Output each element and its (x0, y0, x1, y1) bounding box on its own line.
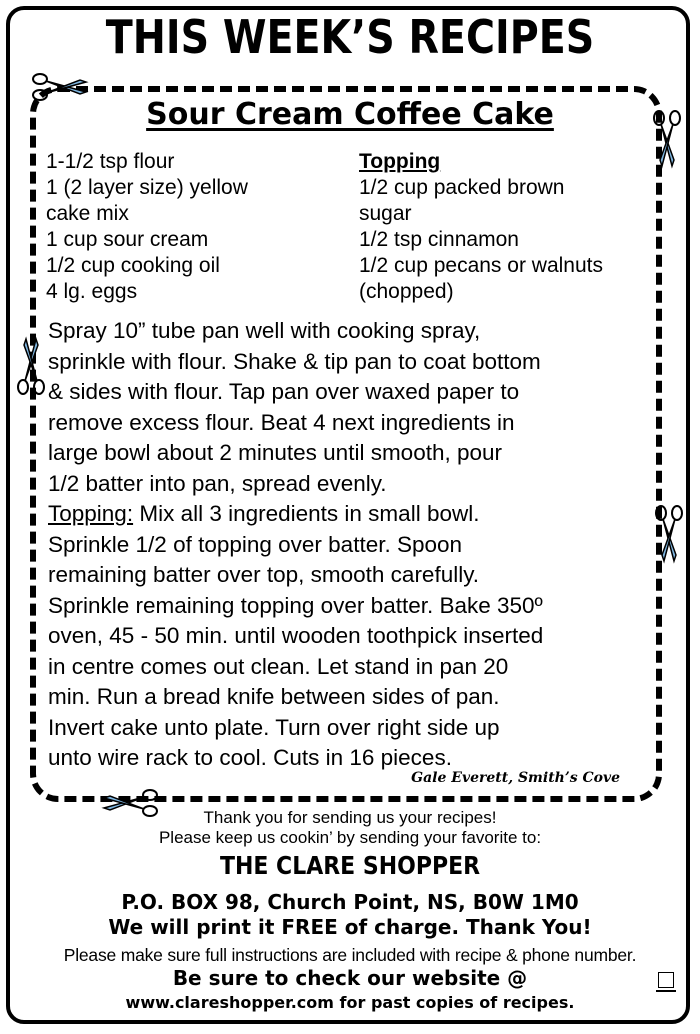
instruction-line: oven, 45 - 50 min. until wooden toothpick inserted (48, 623, 544, 648)
topping-line: 1/2 tsp cinnamon (359, 228, 519, 251)
website-line-1: Be sure to check our website @ (172, 966, 528, 990)
scissors-icon (652, 505, 686, 565)
topping-heading: Topping (359, 150, 441, 173)
topping-line: (chopped) (359, 280, 454, 303)
ingredient-line: cake mix (46, 202, 129, 225)
instructions (48, 316, 648, 774)
ingredient-line: 1-1/2 tsp flour (46, 150, 175, 173)
ingredients-list (46, 149, 346, 305)
scissors-icon (100, 786, 160, 820)
topping-step-label: Topping: (48, 501, 134, 526)
instruction-line: large bowl about 2 minutes until smooth, pour (48, 440, 503, 465)
ingredient-line: 1 (2 layer size) yellow (46, 176, 248, 199)
recipe-title-text: Sour Cream Coffee Cake (146, 97, 554, 132)
topping-line: sugar (359, 202, 412, 225)
instruction-line: remove excess flour. Beat 4 next ingredients in (48, 409, 515, 435)
instruction-line: Sprinkle 1/2 of topping over batter. Spoon (48, 531, 463, 557)
checkbox-icon (658, 972, 674, 988)
page-title: THIS WEEK’S RECIPES (105, 10, 595, 64)
ingredient-line: 4 lg. eggs (46, 280, 138, 303)
topping-line: 1/2 cup packed brown (359, 176, 565, 199)
publisher-name: THE CLARE SHOPPER (219, 851, 481, 880)
recipe-title (0, 97, 700, 132)
mailing-address: P.O. BOX 98, Church Point, NS, B0W 1M0 (121, 890, 579, 914)
checkbox-base-line (656, 990, 676, 992)
instruction-line: Spray 10” tube pan well with cooking spray, (48, 318, 481, 343)
instruction-line: sprinkle with flour. Shake & tip pan to coat bottom (48, 348, 541, 374)
instruction-line: & sides with flour. Tap pan over waxed paper to (48, 379, 520, 404)
instruction-line: Invert cake unto plate. Turn over right side up (48, 714, 500, 740)
instruction-line (48, 499, 648, 530)
instruction-line: 1/2 batter into pan, spread evenly. (48, 470, 387, 496)
website-url-line: www.clareshopper.com for past copies of recipes. (125, 993, 575, 1012)
ingredient-line: 1 cup sour cream (46, 228, 209, 251)
scissors-icon (14, 335, 48, 395)
recipe-credit: Gale Everett, Smith’s Cove (411, 770, 620, 786)
instruction-line: unto wire rack to cool. Cuts in 16 pieces. (48, 745, 452, 770)
scissors-icon (650, 110, 684, 170)
instruction-line: Sprinkle remaining topping over batter. Bake 350º (48, 592, 543, 618)
topping-line: 1/2 cup pecans or walnuts (359, 254, 603, 277)
scissors-icon (30, 70, 90, 104)
free-print-line: We will print it FREE of charge. Thank You! (108, 915, 592, 939)
thanks-line-2: Please keep us cookin’ by sending your favorite to: (158, 828, 542, 847)
instruction-line: remaining batter over top, smooth carefully. (48, 562, 480, 587)
instruction-line: in centre comes out clean. Let stand in pan 20 (48, 653, 509, 679)
thanks-line-1: Thank you for sending us your recipes! (203, 808, 497, 827)
topping-list (359, 149, 659, 305)
topping-step-text: Mix all 3 ingredients in small bowl. (133, 501, 480, 526)
instructions-note: Please make sure full instructions are included with recipe & phone number. (63, 945, 637, 965)
instruction-line: min. Run a bread knife between sides of pan. (48, 684, 500, 709)
ingredient-line: 1/2 cup cooking oil (46, 254, 220, 277)
